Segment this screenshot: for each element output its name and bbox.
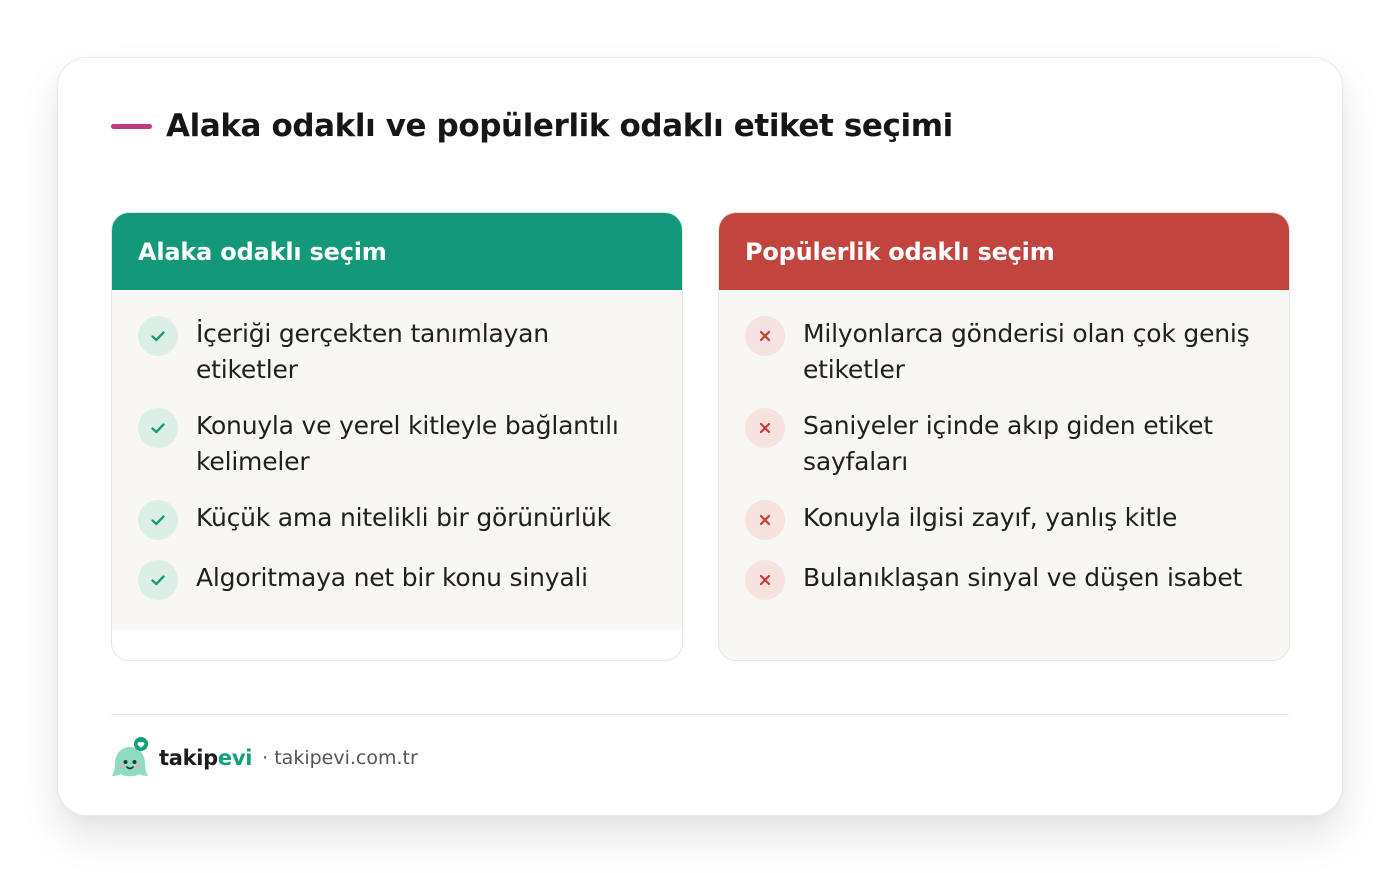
list-item-text: Konuyla ve yerel kitleyle bağlantılı kelimeler bbox=[196, 411, 619, 476]
list-item bbox=[138, 560, 652, 600]
site-url: · takipevi.com.tr bbox=[262, 747, 418, 769]
popularity-panel-list bbox=[719, 290, 1289, 661]
cross-icon bbox=[745, 408, 785, 448]
title-row bbox=[111, 108, 953, 144]
brand-name-part2: evi bbox=[217, 746, 253, 770]
footer-divider bbox=[111, 714, 1289, 715]
list-item bbox=[138, 408, 652, 480]
title-accent-bar bbox=[111, 124, 152, 129]
cross-icon bbox=[745, 316, 785, 356]
list-item-text: Milyonlarca gönderisi olan çok geniş etiketler bbox=[803, 319, 1250, 384]
brand-name-part1: takip bbox=[159, 746, 218, 770]
list-item bbox=[745, 408, 1259, 480]
comparison-card bbox=[57, 57, 1343, 816]
cross-icon bbox=[745, 500, 785, 540]
popularity-panel bbox=[718, 212, 1290, 661]
check-icon bbox=[138, 560, 178, 600]
relevance-panel-list bbox=[112, 290, 682, 630]
list-item-text: Küçük ama nitelikli bir görünürlük bbox=[196, 503, 611, 532]
list-item bbox=[138, 316, 652, 388]
list-item bbox=[138, 500, 652, 540]
check-icon bbox=[138, 500, 178, 540]
cross-icon bbox=[745, 560, 785, 600]
list-item-text: Bulanıklaşan sinyal ve düşen isabet bbox=[803, 563, 1243, 592]
list-item-text: Algoritmaya net bir konu sinyali bbox=[196, 563, 588, 592]
relevance-panel bbox=[111, 212, 683, 661]
footer bbox=[111, 737, 418, 779]
list-item-text: Saniyeler içinde akıp giden etiket sayfaları bbox=[803, 411, 1213, 476]
list-item-text: Konuyla ilgisi zayıf, yanlış kitle bbox=[803, 503, 1178, 532]
check-icon bbox=[138, 316, 178, 356]
page-title: Alaka odaklı ve popülerlik odaklı etiket seçimi bbox=[166, 108, 953, 144]
brand-name bbox=[159, 746, 252, 770]
list-item bbox=[745, 316, 1259, 388]
check-icon bbox=[138, 408, 178, 448]
list-item bbox=[745, 560, 1259, 600]
mascot-logo-icon bbox=[111, 737, 149, 779]
relevance-panel-header: Alaka odaklı seçim bbox=[112, 213, 682, 290]
list-item bbox=[745, 500, 1259, 540]
popularity-panel-header: Popülerlik odaklı seçim bbox=[719, 213, 1289, 290]
list-item-text: İçeriği gerçekten tanımlayan etiketler bbox=[196, 319, 549, 384]
